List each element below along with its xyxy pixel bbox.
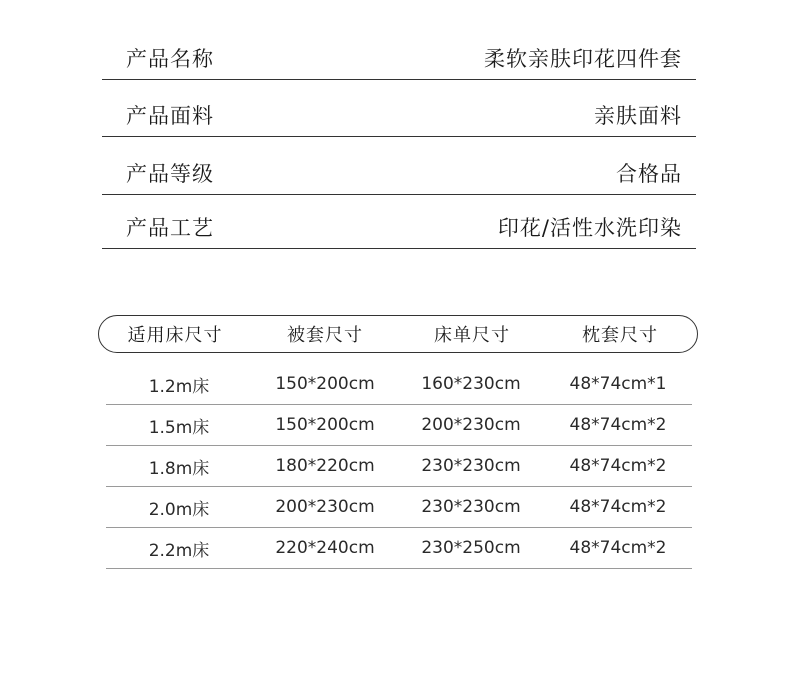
spec-value: 印花/活性水洗印染	[497, 215, 682, 240]
cell-bed-size: 1.8m床	[148, 458, 210, 479]
size-table	[98, 315, 698, 569]
cell-bed-size: 2.2m床	[148, 540, 210, 561]
table-row	[106, 487, 692, 528]
cell-duvet-size: 180*220cm	[275, 456, 375, 476]
cell-duvet-size: 150*200cm	[275, 374, 375, 394]
spec-value: 亲肤面料	[594, 104, 682, 128]
cell-bed-size: 2.0m床	[148, 499, 210, 520]
spec-row-grade	[102, 137, 696, 195]
header-bed-size: 适用床尺寸	[127, 325, 223, 346]
spec-label: 产品名称	[126, 46, 214, 71]
cell-pillowcase-size: 48*74cm*2	[569, 538, 667, 558]
header-duvet-size: 被套尺寸	[287, 325, 363, 346]
table-row	[106, 405, 692, 446]
cell-sheet-size: 230*250cm	[421, 538, 521, 558]
cell-pillowcase-size: 48*74cm*1	[569, 374, 667, 394]
cell-duvet-size: 150*200cm	[275, 415, 375, 435]
size-table-body	[106, 364, 692, 569]
cell-bed-size: 1.5m床	[148, 417, 210, 438]
cell-pillowcase-size: 48*74cm*2	[569, 456, 667, 476]
cell-sheet-size: 230*230cm	[421, 497, 521, 517]
spec-value: 柔软亲肤印花四件套	[484, 46, 682, 71]
spec-row-fabric	[102, 80, 696, 137]
spec-label: 产品等级	[126, 161, 214, 186]
spec-row-craft	[102, 195, 696, 249]
cell-sheet-size: 160*230cm	[421, 374, 521, 394]
cell-sheet-size: 230*230cm	[421, 456, 521, 476]
size-table-header	[98, 315, 698, 353]
cell-bed-size: 1.2m床	[148, 376, 210, 397]
spec-label: 产品工艺	[126, 215, 214, 240]
spec-row-name	[102, 36, 696, 80]
cell-duvet-size: 200*230cm	[275, 497, 375, 517]
product-spec-list	[102, 36, 696, 249]
table-row	[106, 364, 692, 405]
table-row	[106, 528, 692, 569]
cell-pillowcase-size: 48*74cm*2	[569, 415, 667, 435]
header-sheet-size: 床单尺寸	[434, 325, 510, 346]
cell-pillowcase-size: 48*74cm*2	[569, 497, 667, 517]
spec-value: 合格品	[616, 161, 682, 186]
header-pillowcase-size: 枕套尺寸	[582, 325, 658, 346]
cell-duvet-size: 220*240cm	[275, 538, 375, 558]
spec-label: 产品面料	[126, 104, 214, 128]
cell-sheet-size: 200*230cm	[421, 415, 521, 435]
table-row	[106, 446, 692, 487]
